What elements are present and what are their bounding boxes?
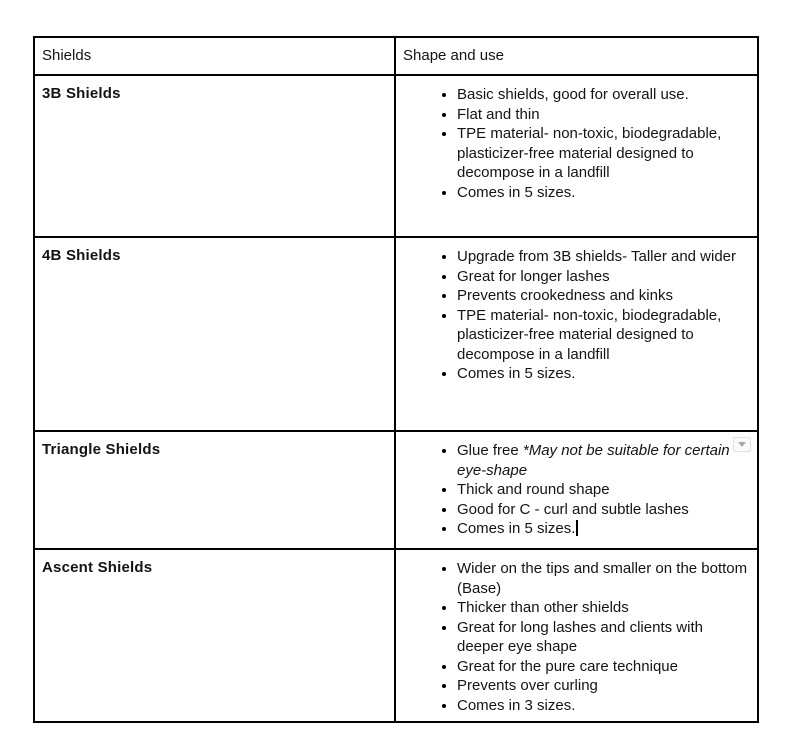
shield-name: Triangle Shields: [42, 441, 161, 458]
table-row: [34, 75, 758, 237]
shape-use-cell[interactable]: [395, 549, 758, 722]
col-header-shields[interactable]: Shields: [34, 37, 395, 75]
shield-name-cell[interactable]: [34, 431, 395, 549]
bullet-text-italic: *May not be suitable for certain eye-shape: [457, 442, 730, 479]
bullet-item[interactable]: [457, 124, 751, 183]
bullet-text: Upgrade from 3B shields- Taller and wider: [457, 248, 737, 265]
bullet-text: Wider on the tips and smaller on the bottom (Base): [457, 560, 748, 597]
bullet-item[interactable]: [457, 480, 751, 500]
bullet-item[interactable]: [457, 183, 751, 203]
bullet-item[interactable]: [457, 676, 751, 696]
shape-use-cell[interactable]: [395, 237, 758, 431]
bullet-item[interactable]: [457, 519, 751, 539]
bullet-text: Glue free: [457, 442, 523, 459]
table-row: [34, 431, 758, 549]
bullet-item[interactable]: [457, 618, 751, 657]
col-header-shape-and-use[interactable]: Shape and use: [395, 37, 758, 75]
bullet-item[interactable]: [457, 105, 751, 125]
header-row: [34, 37, 758, 75]
bullet-text: TPE material- non-toxic, biodegradable, plasticizer-free material designed to decompose in a landfill: [457, 125, 722, 181]
bullet-item[interactable]: [457, 696, 751, 716]
shape-use-cell[interactable]: [395, 75, 758, 237]
table-body: [34, 75, 758, 722]
bullet-text: TPE material- non-toxic, biodegradable, plasticizer-free material designed to decompose in a landfill: [457, 306, 722, 363]
bullet-text: Comes in 5 sizes.: [457, 520, 576, 537]
bullet-text: Thicker than other shields: [457, 599, 629, 616]
shield-name: Ascent Shields: [42, 559, 153, 576]
bullet-list: [403, 441, 751, 539]
table-row: [34, 549, 758, 722]
bullet-list: [403, 559, 751, 715]
bullet-text: Basic shields, good for overall use.: [457, 86, 689, 103]
bullet-item[interactable]: [457, 500, 751, 520]
bullet-text: Great for longer lashes: [457, 267, 610, 285]
bullet-item[interactable]: [457, 559, 751, 598]
table-dropdown-button[interactable]: [733, 437, 751, 452]
bullet-text: Great for the pure care technique: [457, 657, 678, 675]
shield-name-cell[interactable]: [34, 237, 395, 431]
bullet-item[interactable]: [457, 286, 751, 306]
chevron-down-icon: [738, 442, 746, 447]
bullet-list: [403, 85, 751, 202]
bullet-item[interactable]: [457, 364, 751, 384]
bullet-text: Thick and round shape: [457, 481, 610, 498]
bullet-item[interactable]: [457, 598, 751, 618]
table-row: [34, 237, 758, 431]
shield-name: 3B Shields: [42, 85, 121, 102]
bullet-text: Comes in 3 sizes.: [457, 696, 576, 714]
bullet-text: Comes in 5 sizes.: [457, 183, 576, 201]
bullet-list: [403, 247, 751, 384]
bullet-item[interactable]: [457, 657, 751, 677]
bullet-text: Great for long lashes and clients with deeper eye shape: [457, 618, 703, 655]
bullet-item[interactable]: [457, 85, 751, 105]
bullet-item[interactable]: [457, 267, 751, 287]
bullet-text: Prevents crookedness and kinks: [457, 287, 673, 304]
shape-use-cell[interactable]: [395, 431, 758, 549]
text-caret: [576, 520, 578, 536]
shield-name: 4B Shields: [42, 247, 121, 264]
bullet-text: Flat and thin: [457, 105, 540, 123]
bullet-item[interactable]: [457, 247, 751, 267]
bullet-text: Comes in 5 sizes.: [457, 365, 576, 382]
bullet-item[interactable]: [457, 306, 751, 365]
shield-name-cell[interactable]: [34, 75, 395, 237]
bullet-text: Prevents over curling: [457, 677, 598, 694]
bullet-text: Good for C - curl and subtle lashes: [457, 500, 689, 518]
shields-table: [33, 36, 759, 723]
bullet-item[interactable]: [457, 441, 751, 480]
shield-name-cell[interactable]: [34, 549, 395, 722]
